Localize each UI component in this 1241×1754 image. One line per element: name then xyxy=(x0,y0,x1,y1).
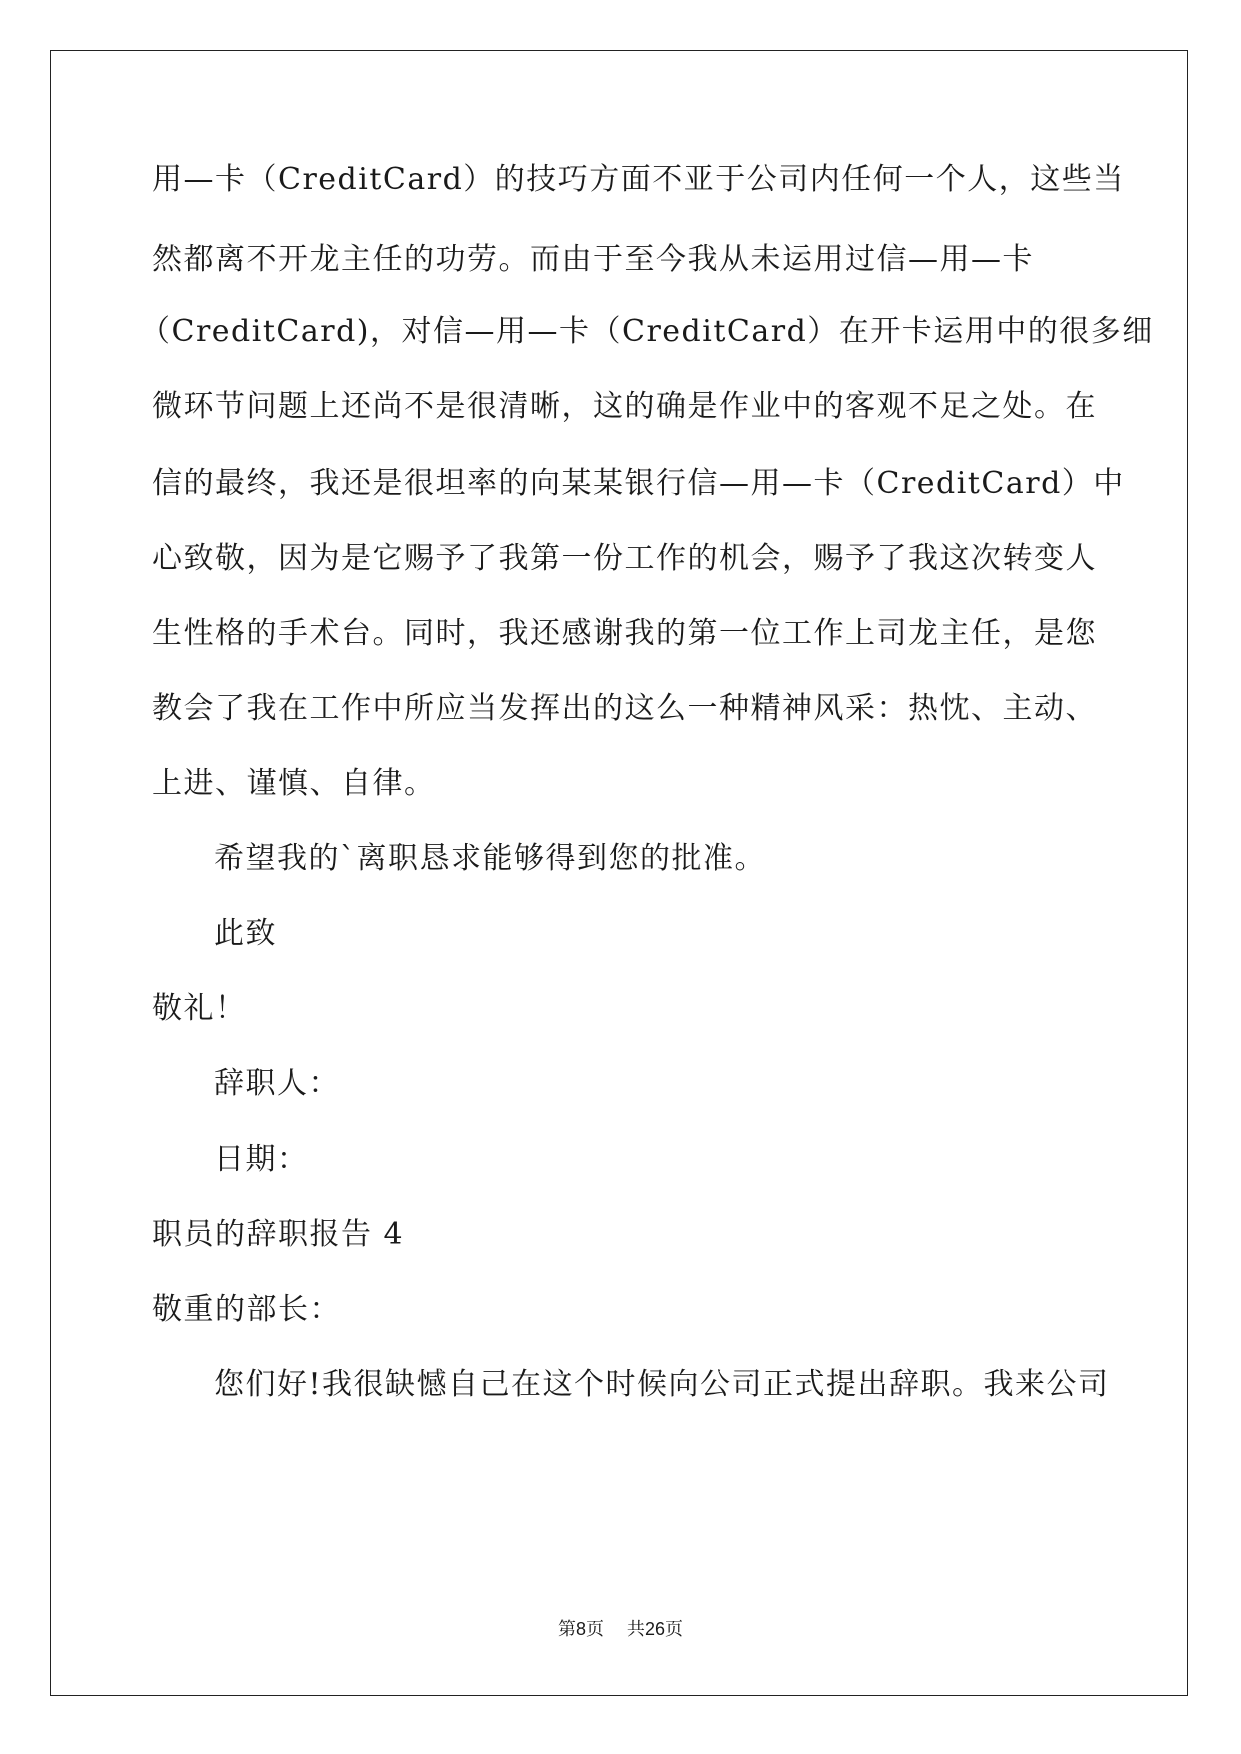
section-heading: 职员的辞职报告 4 xyxy=(152,1217,405,1252)
text-line: 微环节问题上还尚不是很清晰，这的确是作业中的客观不足之处。在 xyxy=(152,389,1097,424)
text-line: 然都离不开龙主任的功劳。而由于至今我从未运用过信—用—卡 xyxy=(152,242,1034,277)
page-footer xyxy=(0,1615,1241,1641)
date-line: 日期： xyxy=(214,1142,309,1177)
text-line: 希望我的`离职恳求能够得到您的批准。 xyxy=(214,841,766,876)
text-line: 心致敬，因为是它赐予了我第一份工作的机会，赐予了我这次转变人 xyxy=(152,541,1097,576)
text-line: 信的最终，我还是很坦率的向某某银行信—用—卡（CreditCard）中 xyxy=(152,466,1125,501)
text-line: 上进、谨慎、自律。 xyxy=(152,766,436,801)
total-pages: 26 xyxy=(644,1619,665,1639)
text-line: 生性格的手术台。同时，我还感谢我的第一位工作上司龙主任，是您 xyxy=(152,616,1097,651)
text-line: 您们好!我很缺憾自己在这个时候向公司正式提出辞职。我来公司 xyxy=(214,1367,1110,1402)
footer-mid: 页 共 xyxy=(586,1619,645,1640)
closing-salutation: 此致 xyxy=(214,916,277,951)
footer-suffix: 页 xyxy=(664,1619,683,1640)
page-number: 8 xyxy=(576,1619,587,1639)
greeting: 敬重的部长： xyxy=(152,1292,341,1327)
text-line: （CreditCard)，对信—用—卡（CreditCard）在开卡运用中的很多细 xyxy=(140,314,1154,349)
footer-prefix: 第 xyxy=(558,1619,577,1640)
text-line: 用—卡（CreditCard）的技巧方面不亚于公司内任何一个人，这些当 xyxy=(152,162,1125,197)
closing-regards: 敬礼！ xyxy=(152,991,247,1026)
text-line: 教会了我在工作中所应当发挥出的这么一种精神风采：热忱、主动、 xyxy=(152,691,1097,726)
signature-line: 辞职人： xyxy=(214,1066,340,1101)
